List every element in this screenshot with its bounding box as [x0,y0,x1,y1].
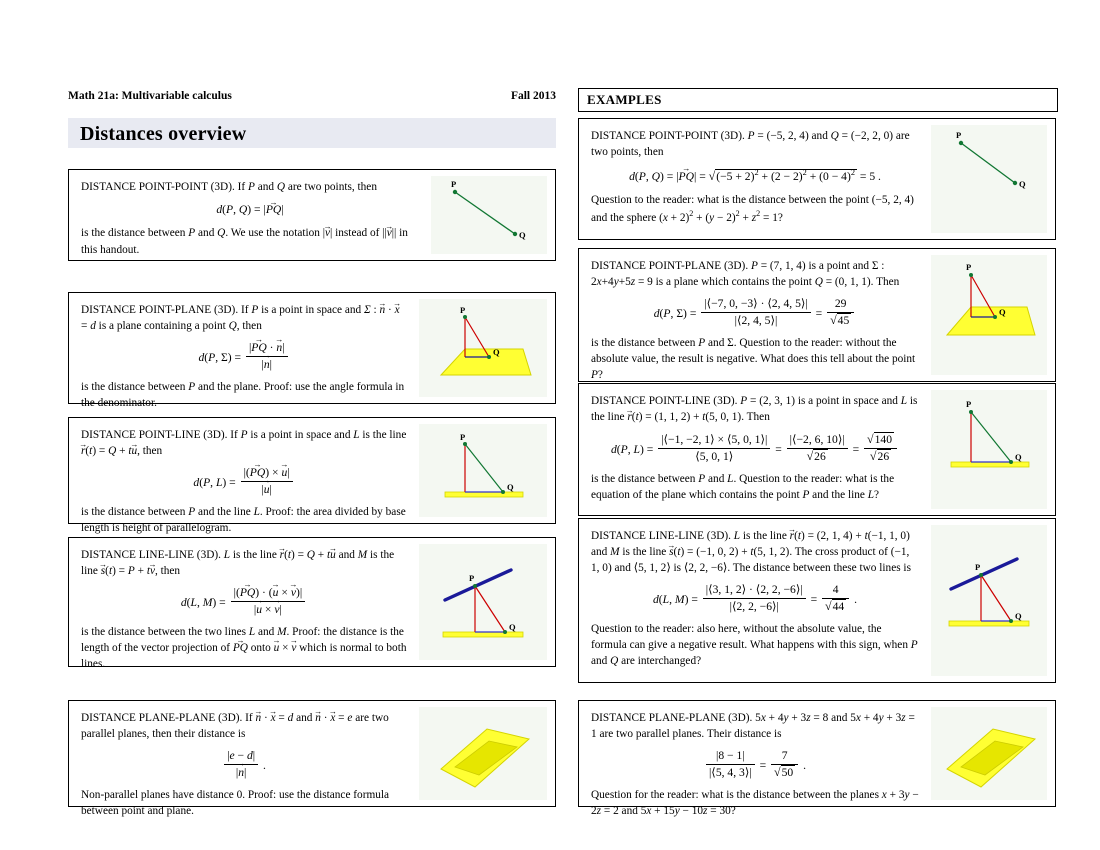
heading-point-plane: DISTANCE POINT-PLANE (3D). [81,304,239,316]
formula-plane-plane: $\frac{|e - d|}{|n \to|}$ . [81,749,407,780]
diagram-ex-point-plane [931,255,1043,375]
svg-text:P: P [975,562,981,572]
svg-text:Q: Q [1015,452,1022,462]
text-ex-line-line-2: Question to the reader: also here, without the absolute value, the formula can give a negative result. What happens with this sign, when P and Q are interchanged? [591,623,918,668]
formula-ex-plane-plane: $\frac{|8 - 1|}{|⟨5, 4, 3⟩|}$ = $\frac{7}{√50}$ . [591,749,919,780]
diagram-ex-point-point [931,125,1043,233]
document-header [68,90,556,102]
text-ex-point-line-1: P = (2, 3, 1) is a point in space and L is the line r →(t) = (1, 1, 2) + t(5, 0, 1). Then [591,395,917,423]
heading-ex-line-line: DISTANCE LINE-LINE (3D). [591,530,731,542]
svg-text:Q: Q [493,347,500,357]
text-line-line-1: L is the line r →(t) = Q + tu → and M is the line s →(t) = P + tv →, then [81,549,394,577]
figure-ex-plane-plane [927,701,1055,806]
page-title: Distances overview [80,123,247,145]
diagram-point-line [419,424,543,518]
svg-text:P: P [956,130,962,140]
card-ex-point-line [578,383,1056,516]
figure-line-line [415,538,555,666]
formula-ex-line-line: d(L, M) = $\frac{|⟨3, 1, 2⟩ \cdot ⟨2, 2, -6⟩|}{|⟨2, 2, -6⟩|}$ = $\frac{4}{√44}$ . [652,583,858,613]
text-ex-point-plane-1: P = (7, 1, 4) is a point and Σ : 2x+4y+5z = 9 is a plane which contains the point Q = (0, 1, 1). Then [591,260,900,289]
text-point-plane-2: is the distance between P and the plane. Proof: use the angle formula in the denominator. [81,380,405,409]
examples-title: EXAMPLES [587,92,662,107]
figure-point-point [427,170,555,260]
formula-ex-point-point: d(P, Q) = |PQ →| = $√(-5 + 2)^2 + (2 - 2)^2 + (0 - 4)^2 = 5$ . [591,167,919,185]
diagram-ex-plane-plane [931,707,1043,801]
heading-plane-plane: DISTANCE PLANE-PLANE (3D). [81,712,243,724]
text-point-line-2: is the distance between P and the line L. Proof: the area divided by base length is height of parallelogram. [81,505,406,534]
card-ex-point-plane [578,248,1056,382]
term-label: Fall 2013 [510,90,556,102]
figure-point-plane [415,293,555,403]
card-line-line [68,537,556,670]
text-plane-plane-2: Non-parallel planes have distance 0. Proof: use the distance formula between point and plane. [81,788,390,817]
text-ex-point-point-1: P = (−5, 2, 4) and Q = (−2, 2, 0) are two points, then [591,130,910,159]
svg-text:P: P [460,432,466,442]
heading-ex-point-line: DISTANCE POINT-LINE (3D). [591,395,738,407]
figure-plane-plane [415,701,555,806]
heading-point-point: DISTANCE POINT-POINT (3D). [81,181,235,193]
svg-text:Q: Q [1015,611,1022,621]
heading-line-line: DISTANCE LINE-LINE (3D). [81,549,221,561]
svg-text:Q: Q [507,482,514,492]
text-ex-line-line-1: L is the line r →(t) = (2, 1, 4) + t(−1, 1, 0) and M is the line s →(t) = (−1, 0, 2) + t(5, 1, 2). The cross product of (−1, 1, 0) and ⟨5, 1, 2⟩ is ⟨2, 2, −6⟩. The distance between these two lines is [591,530,911,574]
card-ex-line-line [578,518,1056,683]
svg-text:Q: Q [519,230,526,240]
heading-ex-point-plane: DISTANCE POINT-PLANE (3D). [591,260,749,272]
diagram-line-line [419,544,543,662]
card-point-point [68,169,556,261]
card-plane-plane [68,700,556,817]
figure-ex-line-line [927,519,1055,682]
svg-text:P: P [451,179,457,189]
page-title-bar [68,118,556,148]
text-point-line-1: If P is a point in space and L is the line r →(t) = Q + tu →, then [81,429,406,457]
diagram-plane-plane [419,707,543,801]
card-ex-plane-plane [578,700,1056,818]
text-ex-point-point-2: Question to the reader: what is the distance between the point (−5, 2, 4) and the sphere $(x + 2)^2 + (y - 2)^2 + z^2 = 1$? [591,194,914,225]
svg-text:P: P [966,399,972,409]
card-point-line [68,417,556,534]
svg-text:Q: Q [509,622,516,632]
text-ex-point-line-2: is the distance between P and L. Question to the reader: what is the equation of the plane which contains the point P and the line L? [591,473,895,502]
text-point-point-1: If P and Q are two points, then [237,181,377,193]
formula-point-line: d(P, L) = $\frac{|(PQ \to) \times u \to|}{|u \to|}$ [81,466,407,497]
figure-ex-point-point [927,119,1055,239]
card-ex-point-point [578,118,1056,240]
text-plane-plane-1: If n → · x → = d and n → · x → = e are two parallel planes, then their distance is [81,712,389,740]
formula-ex-point-line: d(P, L) = $\frac{|⟨-1, -2, 1⟩ \times ⟨5, 0, 1⟩|}{⟨5, 0, 1⟩}$ = $\frac{|⟨-2, 6, 10⟩|}{√26}$ = $\frac{√140}{√26}$ [591,432,919,464]
text-ex-point-plane-2: is the distance between P and Σ. Question to the reader: without the absolute value, the result is negative. What does this tell about the point P? [591,337,916,382]
diagram-point-plane [419,299,543,397]
text-point-plane-1: If P is a point in space and Σ : n → · x → = d is a plane containing a point Q, then [81,304,400,332]
svg-text:Q: Q [999,307,1006,317]
formula-point-point: d(P, Q) = |PQ →| [81,202,419,218]
text-line-line-2: is the distance between the two lines L and M. Proof: the distance is the length of the vector projection of PQ → onto u → × v → which is normal to both lines. [81,624,407,672]
text-ex-plane-plane-1: 5x + 4y + 3z = 8 and 5x + 4y + 3z = 1 are two parallel planes. Their distance is [591,712,915,741]
card-point-plane [68,292,556,409]
diagram-ex-point-line [931,390,1043,510]
formula-line-line: d(L, M) = $\frac{|(PQ \to) \cdot (u \to \times v \to)|}{|u \to \times v \to|}$ [81,586,407,617]
formula-ex-point-plane: d(P, Σ) = $\frac{|⟨-7, 0, -3⟩ \cdot ⟨2, 4, 5⟩|}{|⟨2, 4, 5⟩|}$ = $\frac{29}{√45}$ [591,297,919,328]
heading-ex-point-point: DISTANCE POINT-POINT (3D). [591,130,745,142]
course-title: Math 21a: Multivariable calculus [68,90,232,102]
svg-text:P: P [460,305,466,315]
figure-point-line [415,418,555,523]
formula-point-plane: d(P, Σ) = $\frac{|PQ \to \cdot n \to|}{|n \to|}$ [81,341,407,372]
diagram-point-point [431,176,543,254]
figure-ex-point-plane [927,249,1055,381]
svg-text:Q: Q [1019,179,1026,189]
examples-header [578,88,1058,112]
figure-ex-point-line [927,384,1055,515]
heading-point-line: DISTANCE POINT-LINE (3D). [81,429,228,441]
svg-text:P: P [966,262,972,272]
text-ex-plane-plane-2: Question for the reader: what is the distance between the planes x + 3y − 2z = 2 and 5x + 15y − 10z = 30? [591,789,919,818]
text-point-point-2: is the distance between P and Q. We use the notation |v →| instead of ||v →|| in this handout. [81,225,419,257]
heading-ex-plane-plane: DISTANCE PLANE-PLANE (3D). [591,712,753,724]
svg-text:P: P [469,573,475,583]
diagram-ex-line-line [931,525,1043,675]
